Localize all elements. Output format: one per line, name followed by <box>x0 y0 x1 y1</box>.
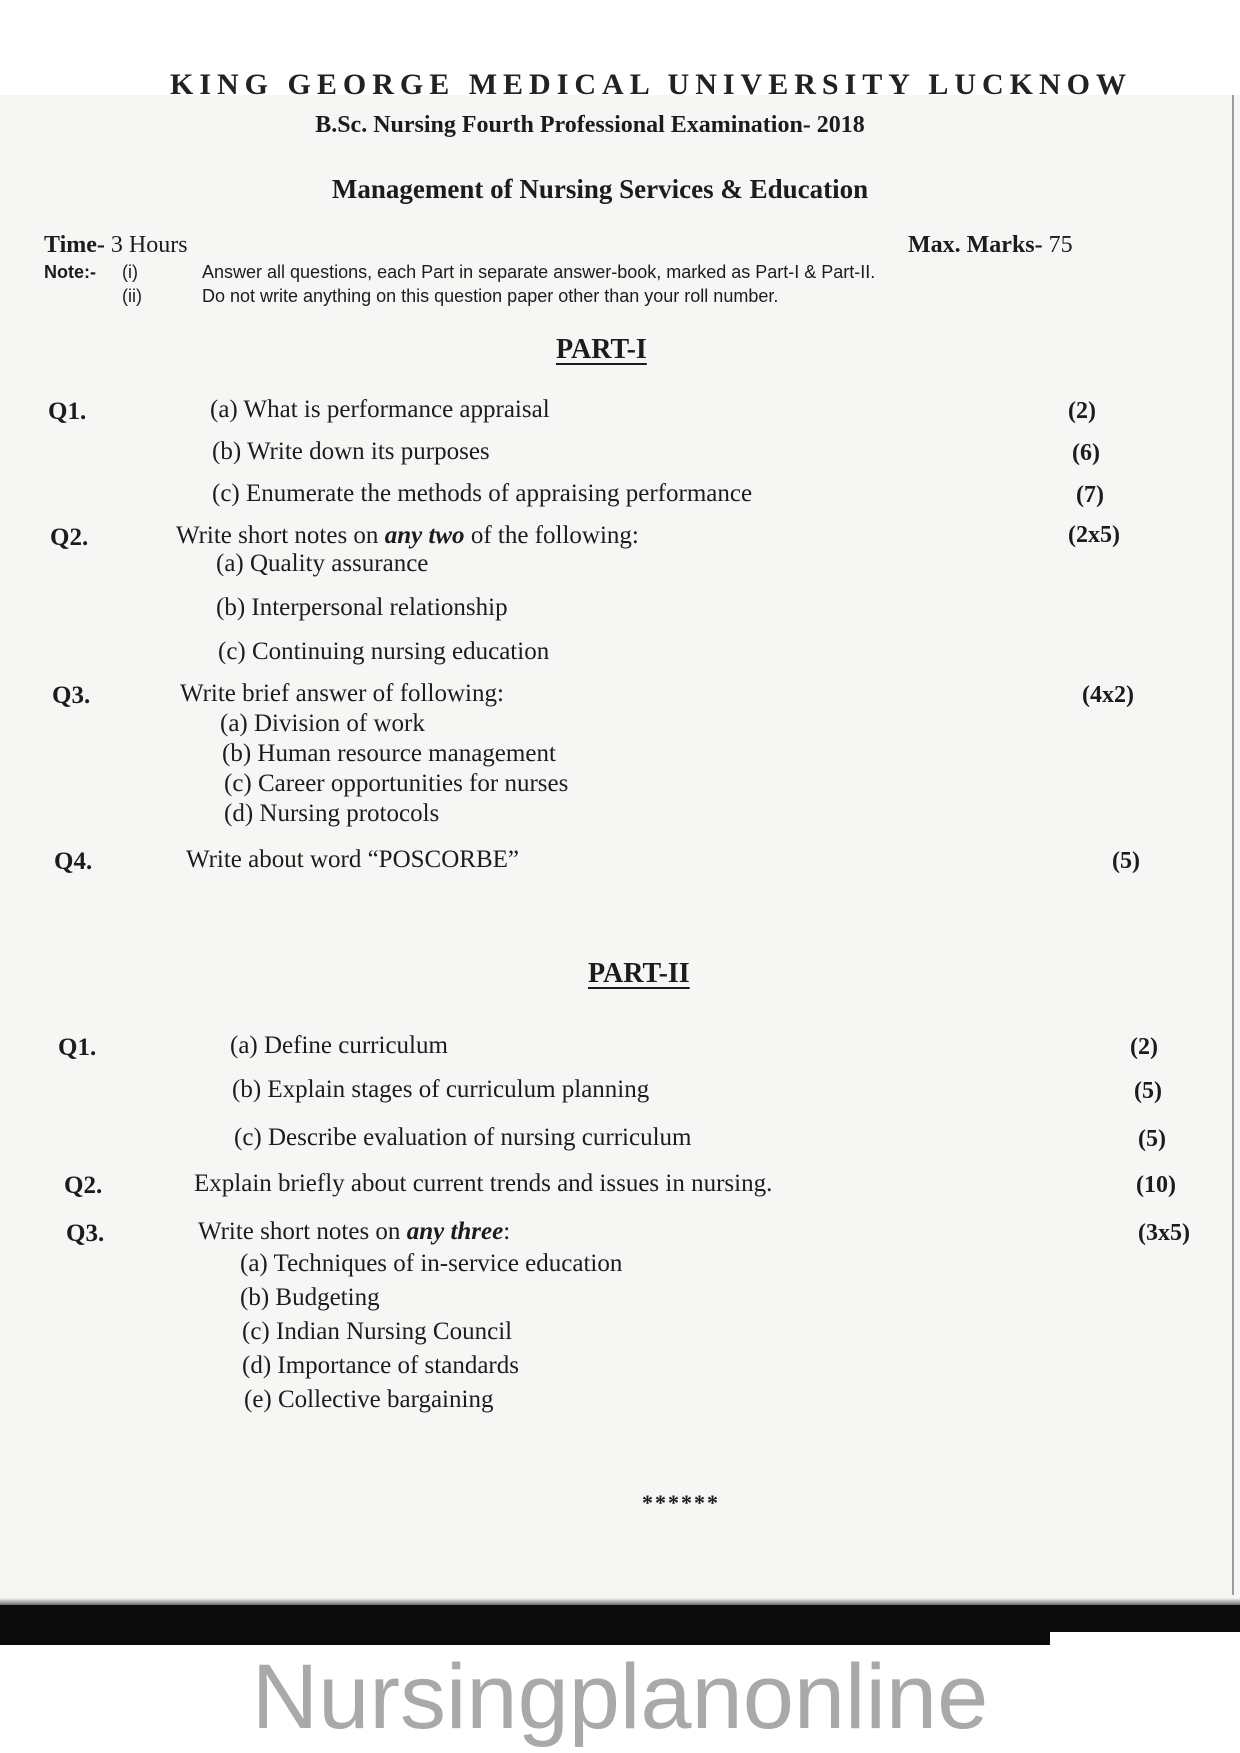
max-marks-label: Max. Marks- <box>908 232 1043 258</box>
part1-q2-text <box>176 522 639 550</box>
part1-q4-marks: (5) <box>1112 848 1140 874</box>
part1-q1-number: Q1. <box>48 398 87 425</box>
part2-q2-number: Q2. <box>64 1172 103 1199</box>
max-marks-value: 75 <box>1048 232 1073 258</box>
part1-q1c-marks: (7) <box>1076 482 1104 508</box>
part2-q1b-text: (b) Explain stages of curriculum planning <box>232 1076 650 1103</box>
note-2-number: (ii) <box>122 286 142 306</box>
part1-q3-text: Write brief answer of following: <box>180 680 504 707</box>
exam-title: B.Sc. Nursing Fourth Professional Examination- 2018 <box>315 112 865 138</box>
note-1-number: (i) <box>122 262 138 282</box>
part2-q3b-text: (b) Budgeting <box>240 1284 380 1311</box>
part1-q3-marks: (4x2) <box>1082 682 1134 708</box>
part2-q3-text-pre: Write short notes on <box>198 1218 407 1245</box>
part1-q1a-text: (a) What is performance appraisal <box>210 396 550 423</box>
part2-q3d-text: (d) Importance of standards <box>242 1352 519 1379</box>
part1-q3d-text: (d) Nursing protocols <box>224 800 440 827</box>
part2-q3-marks: (3x5) <box>1138 1220 1190 1246</box>
part-2-title: PART-II <box>588 958 690 989</box>
watermark-text: Nursingplanonline <box>251 1646 989 1748</box>
paper-edge <box>1232 95 1234 1595</box>
part2-q3e-text: (e) Collective bargaining <box>244 1386 494 1413</box>
time-info <box>44 232 188 259</box>
part1-q2-number: Q2. <box>50 524 89 551</box>
max-marks-info <box>908 232 1073 259</box>
part2-q1-number: Q1. <box>58 1034 97 1061</box>
note-1-text: Answer all questions, each Part in separate answer-book, marked as Part-I & Part-II. <box>202 262 876 282</box>
part1-q1b-text: (b) Write down its purposes <box>212 438 490 465</box>
part2-q3-text-emphasis: any three <box>406 1218 504 1245</box>
part1-q3-number: Q3. <box>52 682 91 709</box>
part2-q2-text: Explain briefly about current trends and issues in nursing. <box>194 1170 773 1197</box>
part2-q1c-text: (c) Describe evaluation of nursing curriculum <box>234 1124 692 1151</box>
note-2-text: Do not write anything on this question paper other than your roll number. <box>202 286 779 306</box>
part2-q3-text <box>198 1218 510 1246</box>
part1-q3c-text: (c) Career opportunities for nurses <box>224 770 569 797</box>
time-value: 3 Hours <box>110 232 188 258</box>
part1-q2a-text: (a) Quality assurance <box>216 550 429 577</box>
subject-title: Management of Nursing Services & Education <box>331 174 869 204</box>
part1-q1b-marks: (6) <box>1072 440 1100 466</box>
part2-q1c-marks: (5) <box>1138 1126 1166 1152</box>
part1-q2-marks: (2x5) <box>1068 522 1120 548</box>
part1-q4-text: Write about word “POSCORBE” <box>186 846 519 873</box>
part2-q1a-text: (a) Define curriculum <box>230 1032 448 1059</box>
part1-q2c-text: (c) Continuing nursing education <box>218 638 550 665</box>
part2-q1a-marks: (2) <box>1130 1034 1158 1060</box>
part1-q3b-text: (b) Human resource management <box>222 740 556 767</box>
end-of-paper-stars: ****** <box>642 1490 720 1515</box>
part2-q3c-text: (c) Indian Nursing Council <box>242 1318 513 1345</box>
part2-q3a-text: (a) Techniques of in-service education <box>240 1250 623 1277</box>
part1-q3a-text: (a) Division of work <box>220 710 425 737</box>
part1-q2b-text: (b) Interpersonal relationship <box>216 594 508 621</box>
photo-shadow-edge <box>1050 1632 1240 1646</box>
part2-q2-marks: (10) <box>1136 1172 1176 1198</box>
part1-q2-text-emphasis: any two <box>384 522 465 549</box>
part1-q1a-marks: (2) <box>1068 398 1096 424</box>
part1-q1c-text: (c) Enumerate the methods of appraising performance <box>212 480 753 507</box>
part2-q3-text-post: : <box>503 1218 511 1245</box>
part2-q3-number: Q3. <box>66 1220 105 1247</box>
time-label: Time- <box>44 232 105 258</box>
university-name: KING GEORGE MEDICAL UNIVERSITY LUCKNOW <box>170 68 1132 101</box>
part2-q1b-marks: (5) <box>1134 1078 1162 1104</box>
part1-q2-text-pre: Write short notes on <box>176 522 385 549</box>
note-label: Note:- <box>44 262 96 282</box>
part1-q2-text-post: of the following: <box>464 522 639 549</box>
part1-q4-number: Q4. <box>54 848 93 875</box>
part-1-title: PART-I <box>556 334 647 365</box>
